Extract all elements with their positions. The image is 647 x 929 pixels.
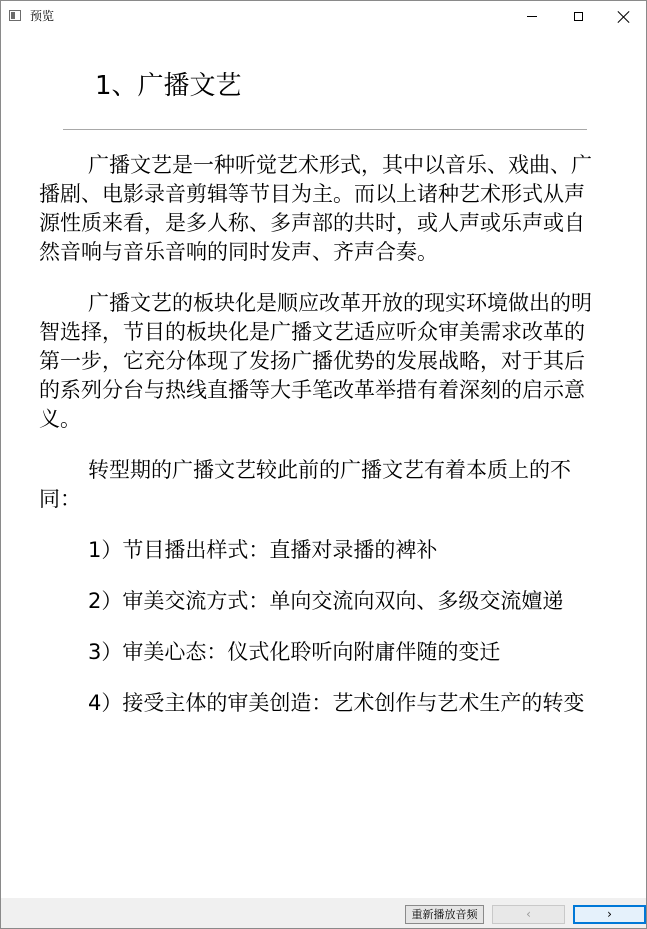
paragraph: 广播文艺是一种听觉艺术形式，其中以音乐、戏曲、广播剧、电影录音剪辑等节目为主。而以上诸种艺术形式从声源性质来看，是多人称、多声部的共时，或人声或乐声或自然音响与音乐音响的同时发声、齐声合奏。: [39, 153, 592, 264]
previous-page-button[interactable]: ‹: [492, 905, 565, 924]
window-app-icon: [9, 10, 21, 21]
paragraph: 广播文艺的板块化是顺应改革开放的现实环境做出的明智选择，节目的板块化是广播文艺适应听众审美需求改革的第一步，它充分体现了发扬广播优势的发展战略，对于其后的系列分台与热线直播等大手笔改革举措有着深刻的启示意义。: [39, 291, 592, 431]
body-text: [39, 151, 604, 740]
maximize-icon: [574, 12, 583, 21]
close-icon: [617, 10, 631, 24]
minimize-icon: [527, 16, 537, 17]
list-item: 1）节目播出样式：直播对录播的裨补: [88, 538, 438, 562]
window-title: 预览: [30, 9, 55, 23]
footer-bar: [1, 898, 646, 928]
preview-content: [1, 32, 646, 898]
title-divider: [63, 129, 587, 130]
next-page-button[interactable]: ›: [573, 905, 646, 924]
paragraph: 转型期的广播文艺较此前的广播文艺有着本质上的不同：: [39, 458, 571, 511]
replay-audio-button[interactable]: 重新播放音频: [405, 905, 484, 924]
title-bar[interactable]: [1, 1, 646, 32]
close-button[interactable]: [601, 1, 647, 32]
page-title: 1、广播文艺: [95, 71, 242, 101]
maximize-button[interactable]: [555, 1, 601, 32]
list-item: 2）审美交流方式：单向交流向双向、多级交流嬗递: [88, 589, 564, 613]
minimize-button[interactable]: [509, 1, 555, 32]
list-item: 3）审美心态：仪式化聆听向附庸伴随的变迁: [88, 640, 501, 664]
list-item: 4）接受主体的审美创造：艺术创作与艺术生产的转变: [88, 691, 585, 715]
